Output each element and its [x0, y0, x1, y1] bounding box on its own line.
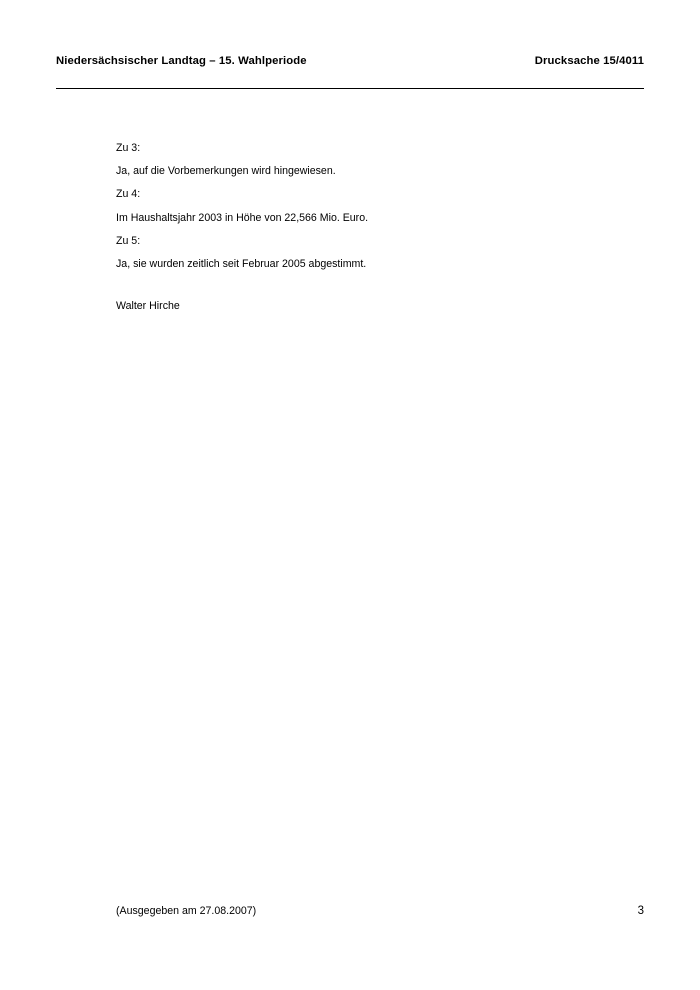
- footer-issue-date: (Ausgegeben am 27.08.2007): [116, 905, 257, 917]
- page-number: 3: [637, 905, 644, 917]
- page-footer: [116, 905, 644, 917]
- header-document-number: Drucksache 15/4011: [534, 55, 644, 67]
- paragraph: Zu 4:: [116, 188, 141, 201]
- document-body: [116, 143, 616, 311]
- signature-name: Walter Hirche: [116, 299, 180, 312]
- header-divider: [56, 88, 644, 89]
- paragraph: Im Haushaltsjahr 2003 in Höhe von 22,566 Mio. Euro.: [116, 211, 369, 224]
- paragraph: Ja, sie wurden zeitlich seit Februar 2005 abgestimmt.: [116, 257, 367, 270]
- paragraph: Ja, auf die Vorbemerkungen wird hingewiesen.: [116, 165, 336, 178]
- header-parliament-title: Niedersächsischer Landtag – 15. Wahlperiode: [56, 55, 307, 67]
- paragraph: Zu 3:: [116, 142, 141, 154]
- paragraph: Zu 5:: [116, 234, 141, 247]
- page-header: [56, 55, 644, 67]
